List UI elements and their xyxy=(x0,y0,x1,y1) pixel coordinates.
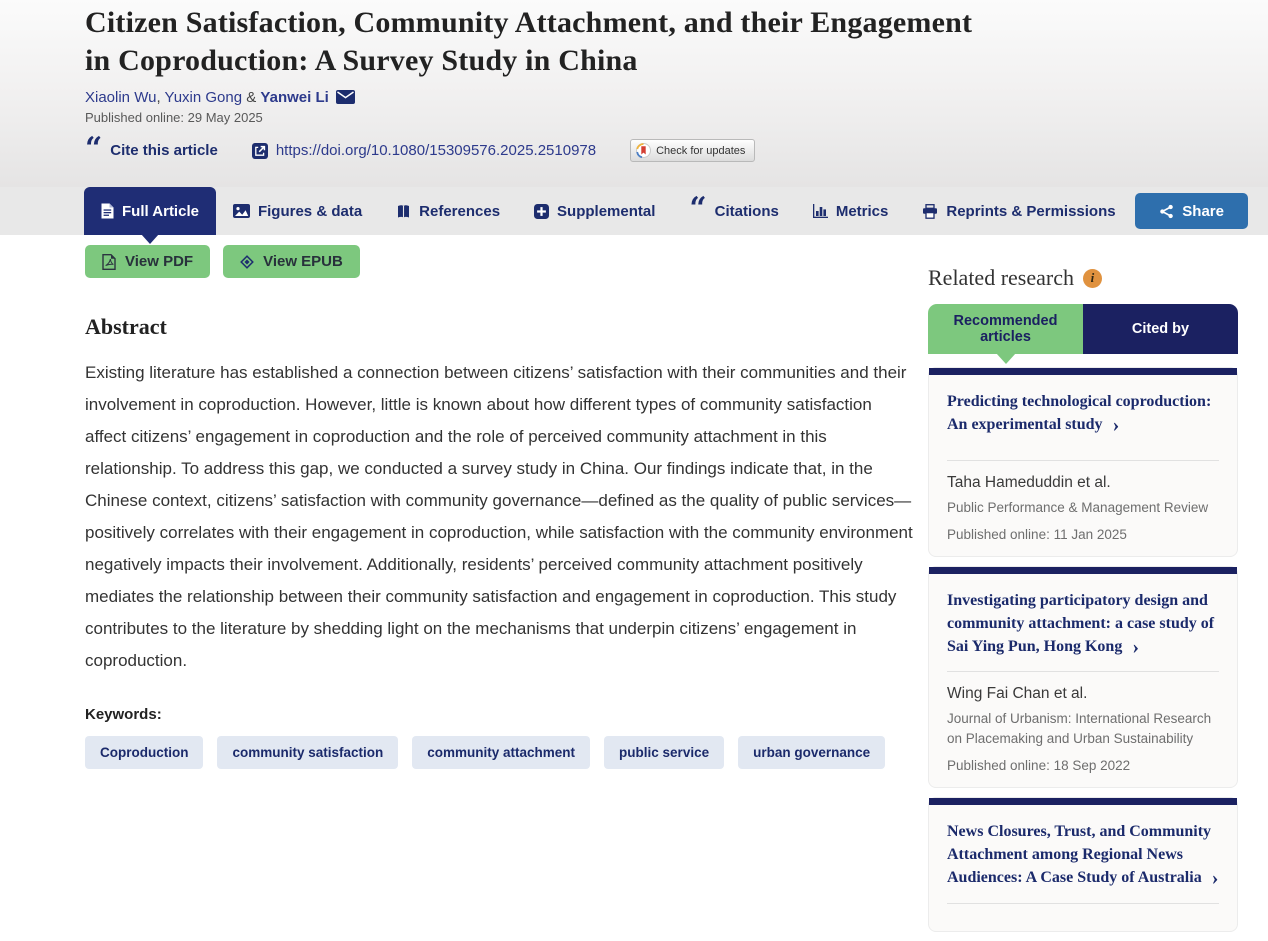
view-pdf-label: View PDF xyxy=(125,253,194,270)
published-date: Published online: 29 May 2025 xyxy=(85,110,263,125)
download-buttons-row xyxy=(85,245,913,278)
related-article-authors: Wing Fai Chan et al. xyxy=(947,685,1088,703)
corresponding-author-link[interactable]: Yanwei Li xyxy=(260,89,329,106)
pdf-document-icon xyxy=(102,254,116,270)
tab-full-article[interactable] xyxy=(84,187,216,235)
cite-label: Cite this article xyxy=(110,142,218,159)
crossmark-icon xyxy=(636,143,651,158)
content-area xyxy=(0,235,1268,941)
keyword-pill[interactable]: public service xyxy=(604,736,724,769)
card-accent-bar xyxy=(929,567,1237,574)
keyword-pill[interactable]: community satisfaction xyxy=(217,736,398,769)
doi-text: https://doi.org/10.1080/15309576.2025.2510978 xyxy=(275,142,597,159)
keyword-pill[interactable]: urban governance xyxy=(738,736,885,769)
check-for-updates-button[interactable] xyxy=(630,139,755,162)
recommended-articles-list xyxy=(928,367,1238,932)
tab-label: Supplemental xyxy=(557,202,656,220)
tab-recommended-articles[interactable]: Recommended articles xyxy=(928,304,1083,354)
tab-label: Reprints & Permissions xyxy=(946,202,1116,220)
image-icon xyxy=(233,204,250,218)
page-title: Citizen Satisfaction, Community Attachment, and their Engagement in Coproduction: A Survey Study in China xyxy=(85,6,973,77)
document-icon xyxy=(101,203,114,219)
tab-reprints-permissions[interactable] xyxy=(905,187,1132,235)
tab-label: Metrics xyxy=(835,202,889,220)
abstract-heading: Abstract xyxy=(85,314,167,339)
keywords-label: Keywords: xyxy=(85,706,162,723)
card-accent-bar xyxy=(929,368,1237,375)
divider xyxy=(947,903,1219,904)
tab-citations[interactable] xyxy=(672,187,795,235)
view-pdf-button[interactable] xyxy=(85,245,210,278)
cite-row xyxy=(85,130,1268,166)
keywords-row xyxy=(85,736,913,769)
book-icon xyxy=(396,204,411,219)
quote-icon: “ xyxy=(85,130,103,166)
share-label: Share xyxy=(1182,202,1224,220)
doi-link[interactable] xyxy=(252,142,596,159)
tab-metrics[interactable] xyxy=(796,187,906,235)
article-tabbar xyxy=(0,187,1268,235)
related-research-tabs xyxy=(928,304,1238,354)
tab-figures-data[interactable] xyxy=(216,187,379,235)
related-research-sidebar xyxy=(928,235,1238,941)
keyword-pill[interactable]: community attachment xyxy=(412,736,590,769)
keyword-pill[interactable]: Coproduction xyxy=(85,736,203,769)
related-article-journal: Journal of Urbanism: International Research on Placemaking and Urban Sustainability xyxy=(947,711,1212,747)
cite-this-article-link[interactable] xyxy=(85,130,218,166)
author-link[interactable]: Yuxin Gong xyxy=(164,89,243,106)
bar-chart-icon xyxy=(813,204,828,218)
tab-cited-by[interactable]: Cited by xyxy=(1083,304,1238,354)
printer-icon xyxy=(922,204,938,219)
tab-label: Figures & data xyxy=(257,202,363,220)
article-header xyxy=(0,0,1268,187)
related-article-link[interactable]: Investigating participatory design and community attachment: a case study of Sai Ying Pun, Hong Kong › xyxy=(947,591,1215,658)
related-article-authors: Taha Hameduddin et al. xyxy=(947,474,1111,492)
tab-supplemental[interactable] xyxy=(517,187,672,235)
share-button[interactable] xyxy=(1135,193,1248,229)
share-icon xyxy=(1159,204,1174,219)
related-article-published: Published online: 18 Sep 2022 xyxy=(947,757,1131,773)
related-research-title: Related research xyxy=(928,265,1074,290)
tab-label: References xyxy=(419,202,501,220)
authors-line: Xiaolin Wu, Yuxin Gong & Yanwei Li xyxy=(85,89,1268,106)
quote-icon: “ xyxy=(689,191,707,226)
envelope-icon[interactable] xyxy=(336,90,355,104)
tab-label: Full Article xyxy=(122,202,199,220)
card-accent-bar xyxy=(929,798,1237,805)
main-column xyxy=(85,235,913,941)
related-article-link[interactable]: News Closures, Trust, and Community Attachment among Regional News Audiences: A Case Study of Australia › xyxy=(947,822,1219,890)
related-article-link[interactable]: Predicting technological coproduction: An experimental study › xyxy=(947,393,1212,437)
related-article-card xyxy=(928,797,1238,933)
related-article-journal: Public Performance & Management Review xyxy=(947,500,1209,516)
tab-label: Citations xyxy=(714,202,779,220)
author-link[interactable]: Xiaolin Wu xyxy=(85,89,157,106)
abstract-text: Existing literature has established a connection between citizens’ satisfaction with their communities and their involvement in coproduction. However, little is known about how different types of community satisfaction affect citizens’ engagement in coproduction and the role of perceived community attachment in this relationship. To address this gap, we conducted a survey study in China. Our findings indicate that, in the Chinese context, citizens’ satisfaction with community governance—defined as the quality of public services—positively correlates with their engagement in coproduction, while satisfaction with the community environment negatively impacts their involvement. Additionally, residents’ perceived community attachment positively mediates the relationship between their community satisfaction and engagement in coproduction. This study contributes to the literature by shedding light on the mechanisms that underpin citizens’ engagement in coproduction. xyxy=(85,363,913,670)
related-article-card xyxy=(928,367,1238,557)
external-link-icon xyxy=(252,143,268,159)
related-article-published: Published online: 11 Jan 2025 xyxy=(947,526,1127,542)
epub-diamond-icon xyxy=(240,255,254,269)
divider xyxy=(947,460,1219,461)
info-icon[interactable]: i xyxy=(1083,269,1102,288)
view-epub-label: View EPUB xyxy=(263,253,343,270)
check-updates-label: Check for updates xyxy=(656,144,746,157)
divider xyxy=(947,671,1219,672)
view-epub-button[interactable] xyxy=(223,245,360,278)
tab-references[interactable] xyxy=(379,187,517,235)
plus-square-icon xyxy=(534,204,549,219)
related-article-card xyxy=(928,566,1238,788)
